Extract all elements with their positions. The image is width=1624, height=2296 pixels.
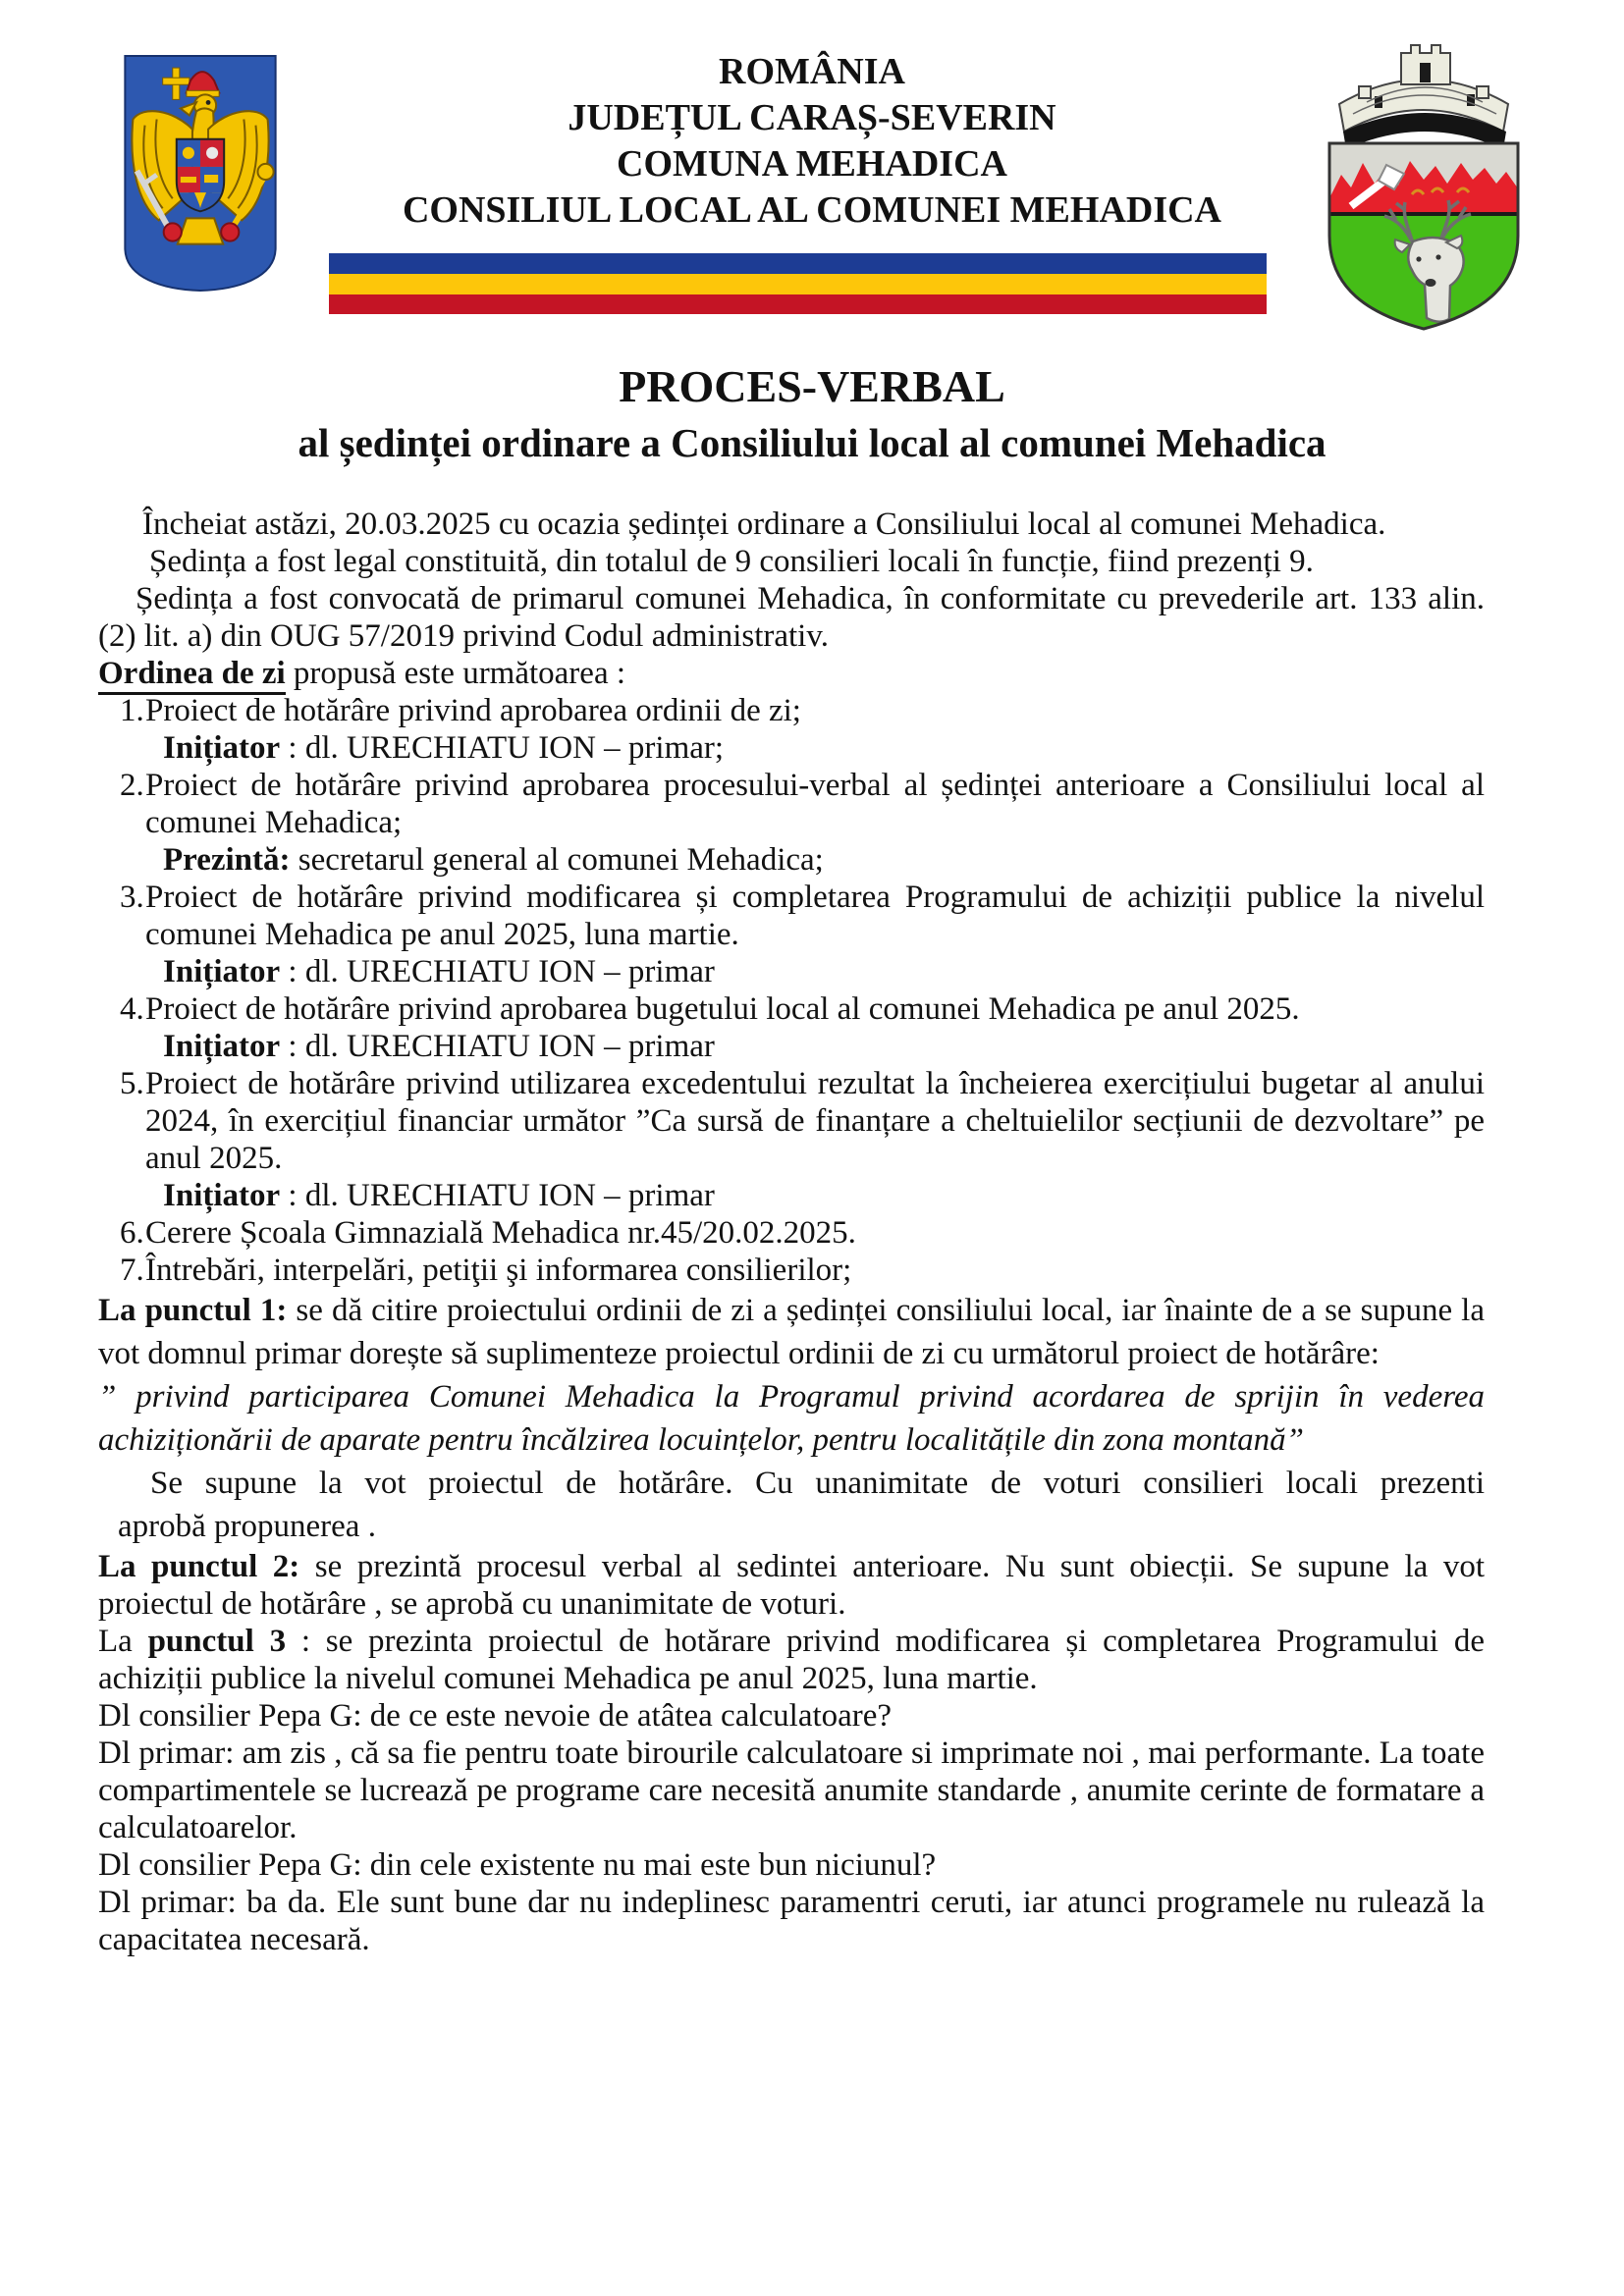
agenda-item-subline: [145, 1028, 1485, 1065]
initiator-value: : dl. URECHIATU ION – primar: [280, 954, 715, 989]
agenda-item-1: [98, 692, 1485, 767]
chest-shield: [177, 139, 224, 213]
agenda-item-text: Cerere Școala Gimnazială Mehadica nr.45/20.02.2025.: [145, 1215, 856, 1251]
agenda-heading: [98, 655, 1485, 692]
agenda-item-text: Proiect de hotărâre privind aprobarea bugetului local al comunei Mehadica pe anul 2025.: [145, 991, 1300, 1027]
agenda-item-subline: [145, 1177, 1485, 1214]
initiator-label: Inițiator: [163, 1178, 281, 1213]
agenda-item-number: 1.: [120, 693, 144, 728]
agenda-item-5: [98, 1065, 1485, 1214]
romanian-flag-bar: [329, 253, 1267, 314]
eagle-eye: [206, 100, 211, 105]
document-header: [295, 49, 1329, 234]
agenda-item-4: [98, 990, 1485, 1065]
header-line-county: JUDEȚUL CARAȘ-SEVERIN: [568, 97, 1056, 138]
initiator-value: : dl. URECHIATU ION – primar: [280, 1178, 715, 1213]
point-1-label: La punctul 1:: [98, 1293, 288, 1328]
header-line-country: ROMÂNIA: [719, 51, 905, 92]
intro-paragraph-2: Ședința a fost legal constituită, din totalul de 9 consilieri locali în funcție, fiind prezenți 9.: [149, 544, 1314, 579]
point-1-quoted-project: ” privind participarea Comunei Mehadica la Programul privind acordarea de sprijin în vederea achiziționării de aparate pentru încălzirea locuințelor, pentru localitățile din zona montană”: [98, 1379, 1485, 1458]
dialog-line-councilor-question-1: Dl consilier Pepa G: de ce este nevoie de atâtea calculatoare?: [98, 1698, 893, 1734]
flag-stripe-yellow: [329, 274, 1267, 294]
point-3-text: : se prezinta proiectul de hotărare privind modificarea și completarea Programului de achiziții publice la nivelul comunei Mehadica pe anul 2025, luna martie.: [98, 1624, 1486, 1696]
section-point-2: [98, 1548, 1485, 1623]
agenda-item-text: Proiect de hotărâre privind utilizarea excedentului rezultat la încheierea exercițiului bugetar al anului 2024, în exercițiul financiar următor ”Ca sursă de finanțare a cheltuielilor secțiunii de dezvoltare” pe anul 2025.: [145, 1066, 1485, 1176]
document-body: [98, 506, 1485, 1958]
point-2-text: se prezintă procesul verbal al sedintei anterioare. Nu sunt obiecții. Se supune la vot proiectul de hotărâre , se aprobă cu unanimitate de voturi.: [98, 1549, 1485, 1622]
flag-stripe-blue: [329, 253, 1267, 274]
flag-stripe-red: [329, 294, 1267, 314]
dialog-line-councilor-question-2: Dl consilier Pepa G: din cele existente nu mai este bun niciunul?: [98, 1847, 937, 1883]
agenda-item-number: 3.: [120, 880, 144, 915]
point-1-text: se dă citire proiectului ordinii de zi a ședinței consiliului local, iar înainte de a se supune la vot domnul primar dorește să suplimenteze proiectul ordinii de zi cu următorul proiect de hotărâre:: [98, 1293, 1485, 1371]
agenda-item-2: [98, 767, 1485, 879]
point-1-approval: aprobă propunerea .: [118, 1509, 376, 1544]
romania-coat-of-arms: [121, 54, 280, 292]
dialog-line-mayor-answer-1: Dl primar: am zis , că sa fie pentru toate birourile calculatoare si imprimate noi , mai performante. La toate compartimentele se lucrează pe programe care necesită anumite standarde , anumite cerinte de formatare a calculatoarelor.: [98, 1735, 1485, 1845]
initiator-label: Inițiator: [163, 954, 281, 989]
agenda-item-number: 6.: [120, 1215, 144, 1251]
section-point-3: [98, 1623, 1485, 1697]
intro-paragraph-1: Încheiat astăzi, 20.03.2025 cu ocazia ședinței ordinare a Consiliului local al comunei Mehadica.: [142, 507, 1386, 542]
presenter-label: Prezintă:: [163, 842, 291, 878]
mehadica-coat-of-arms: [1314, 39, 1536, 338]
initiator-label: Inițiator: [163, 730, 281, 766]
agenda-item-text: Proiect de hotărâre privind aprobarea ordinii de zi;: [145, 693, 801, 728]
title-block: [0, 361, 1624, 467]
point-1-vote-result: Se supune la vot proiectul de hotărâre. Cu unanimitate de voturi consilieri locali prezenti: [150, 1466, 1485, 1501]
presenter-value: secretarul general al comunei Mehadica;: [290, 842, 824, 878]
header-line-council: CONSILIUL LOCAL AL COMUNEI MEHADICA: [402, 189, 1222, 231]
agenda-item-subline: [145, 953, 1485, 990]
mural-crown-tower-icon: [1339, 45, 1508, 149]
agenda-item-number: 5.: [120, 1066, 144, 1101]
agenda-item-6: [98, 1214, 1485, 1252]
point-2-label: La punctul 2:: [98, 1549, 300, 1584]
point-3-label: punctul 3: [147, 1624, 287, 1659]
point-3-prefix: La: [98, 1624, 148, 1659]
initiator-label: Inițiator: [163, 1029, 281, 1064]
dialog-line-mayor-answer-2: Dl primar: ba da. Ele sunt bune dar nu indeplinesc paramentri ceruti, iar atunci programele nu rulează la capacitatea necesară.: [98, 1885, 1485, 1957]
initiator-value: : dl. URECHIATU ION – primar;: [280, 730, 725, 766]
document-title: PROCES-VERBAL: [619, 361, 1005, 411]
agenda-item-number: 7.: [120, 1253, 144, 1288]
initiator-value: : dl. URECHIATU ION – primar: [280, 1029, 715, 1064]
document-subtitle: al ședinței ordinare a Consiliului local al comunei Mehadica: [298, 420, 1326, 465]
agenda-item-3: [98, 879, 1485, 990]
agenda-heading-bold: Ordinea de zi: [98, 656, 286, 695]
agenda-item-subline: [145, 841, 1485, 879]
agenda-item-text: Proiect de hotărâre privind aprobarea procesului-verbal al ședinței anterioare a Consiliului local al comunei Mehadica;: [145, 768, 1485, 840]
agenda-item-text: Întrebări, interpelări, petiţii şi informarea consilierilor;: [145, 1253, 852, 1288]
agenda-item-text: Proiect de hotărâre privind modificarea și completarea Programului de achiziții publice la nivelul comunei Mehadica pe anul 2025, luna martie.: [145, 880, 1485, 952]
agenda-heading-rest: propusă este următoarea :: [285, 656, 626, 691]
agenda-item-number: 4.: [120, 991, 144, 1027]
shield-divider: [1329, 212, 1518, 216]
agenda-item-number: 2.: [120, 768, 144, 803]
section-point-1: [98, 1289, 1485, 1375]
header-line-commune: COMUNA MEHADICA: [617, 143, 1007, 185]
agenda-item-subline: [145, 729, 1485, 767]
intro-paragraph-3: Ședința a fost convocată de primarul comunei Mehadica, în conformitate cu prevederile art. 133 alin. (2) lit. a) din OUG 57/2019 privind Codul administrativ.: [98, 581, 1485, 654]
agenda-item-7: [98, 1252, 1485, 1289]
